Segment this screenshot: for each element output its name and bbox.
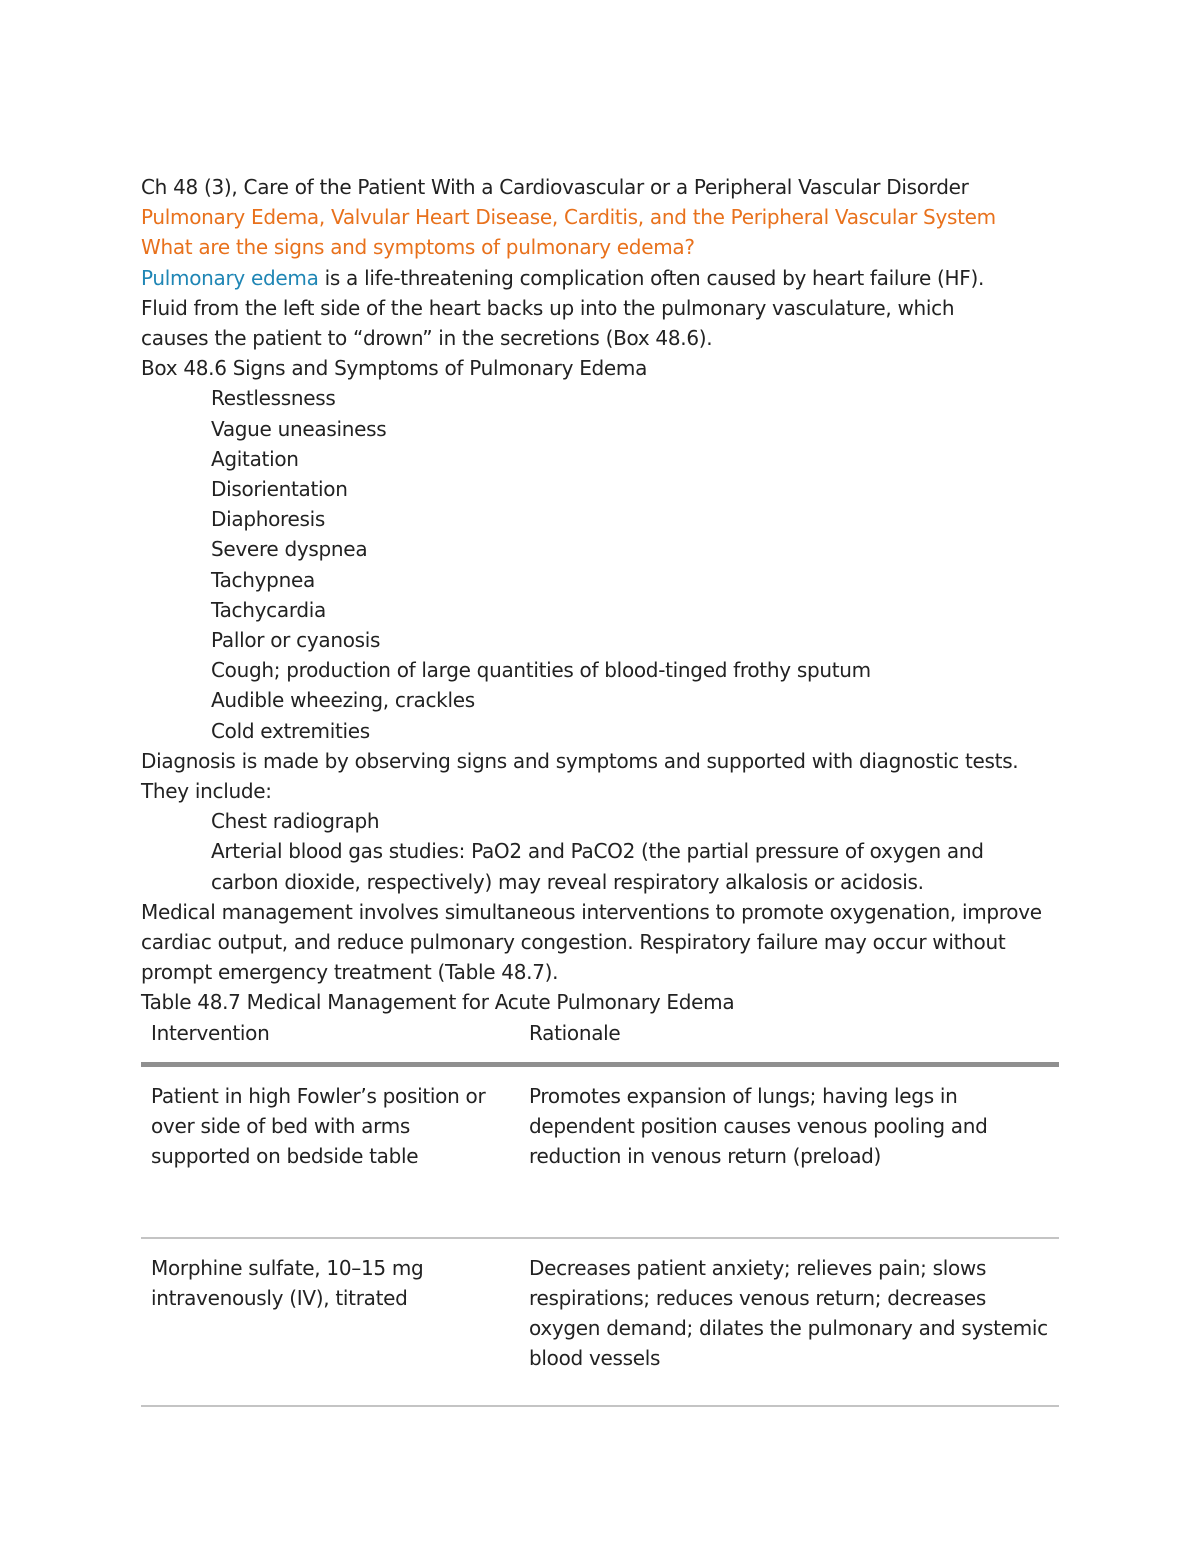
list-item: Cough; production of large quantities of blood-tinged frothy sputum <box>211 658 871 683</box>
list-item: Cold extremities <box>211 718 370 743</box>
table-title: Table 48.7 Medical Management for Acute Pulmonary Edema <box>141 990 735 1015</box>
box-title: Box 48.6 Signs and Symptoms of Pulmonary Edema <box>141 356 648 381</box>
list-item: Audible wheezing, crackles <box>211 688 475 713</box>
cell-rationale: Decreases patient anxiety; relieves pain; slows respirations; reduces venous return; decreases oxygen demand; dilates the pulmonary and systemic blood vessels <box>519 1238 1059 1406</box>
list-item: Severe dyspnea <box>211 537 368 562</box>
table-row <box>141 1064 1059 1238</box>
list-item: Tachypnea <box>211 567 315 592</box>
intro-paragraph-line-3: causes the patient to “drown” in the secretions (Box 48.6). <box>141 326 713 351</box>
cell-intervention: Morphine sulfate, 10–15 mg intravenously (IV), titrated <box>141 1238 519 1406</box>
list-item: Pallor or cyanosis <box>211 628 381 653</box>
list-item: Arterial blood gas studies: PaO2 and PaCO2 (the partial pressure of oxygen and carbon dioxide, respectively) may reveal respiratory alkalosis or acidosis. <box>211 839 984 894</box>
symptoms-list <box>141 383 1061 745</box>
column-header-intervention: Intervention <box>141 1018 519 1065</box>
diagnosis-line-2: They include: <box>141 779 272 804</box>
table-row <box>141 1238 1059 1406</box>
list-item: Tachycardia <box>211 597 327 622</box>
management-table <box>141 1018 1059 1407</box>
management-line-3: prompt emergency treatment (Table 48.7). <box>141 960 559 985</box>
cell-intervention: Patient in high Fowler’s position or over side of bed with arms supported on bedside table <box>141 1064 519 1238</box>
diagnostic-tests-list <box>141 806 1061 897</box>
intro-paragraph-line-2: Fluid from the left side of the heart backs up into the pulmonary vasculature, which <box>141 295 955 320</box>
cell-rationale: Promotes expansion of lungs; having legs in dependent position causes venous pooling and reduction in venous return (preload) <box>519 1064 1059 1238</box>
list-item: Restlessness <box>211 386 336 411</box>
question-heading: What are the signs and symptoms of pulmonary edema? <box>141 235 695 260</box>
section-heading: Pulmonary Edema, Valvular Heart Disease, Carditis, and the Peripheral Vascular System <box>141 205 996 230</box>
chapter-title: Ch 48 (3), Care of the Patient With a Cardiovascular or a Peripheral Vascular Disorder <box>141 175 969 199</box>
management-line-2: cardiac output, and reduce pulmonary congestion. Respiratory failure may occur without <box>141 930 1006 955</box>
document-page <box>141 172 1061 1407</box>
column-header-rationale: Rationale <box>519 1018 1059 1065</box>
list-item: Agitation <box>211 446 299 471</box>
management-line-1: Medical management involves simultaneous interventions to promote oxygenation, improve <box>141 899 1042 924</box>
list-item: Disorientation <box>211 477 348 502</box>
term-pulmonary-edema: Pulmonary edema <box>141 265 319 290</box>
list-item: Vague uneasiness <box>211 416 387 441</box>
diagnosis-line-1: Diagnosis is made by observing signs and symptoms and supported with diagnostic tests. <box>141 748 1019 773</box>
intro-paragraph-line-1 <box>141 263 1061 293</box>
intro-line-1-rest: is a life-threatening complication often caused by heart failure (HF). <box>318 265 985 290</box>
table-header-row <box>141 1018 1059 1065</box>
list-item: Chest radiograph <box>211 809 380 834</box>
list-item: Diaphoresis <box>211 507 326 532</box>
